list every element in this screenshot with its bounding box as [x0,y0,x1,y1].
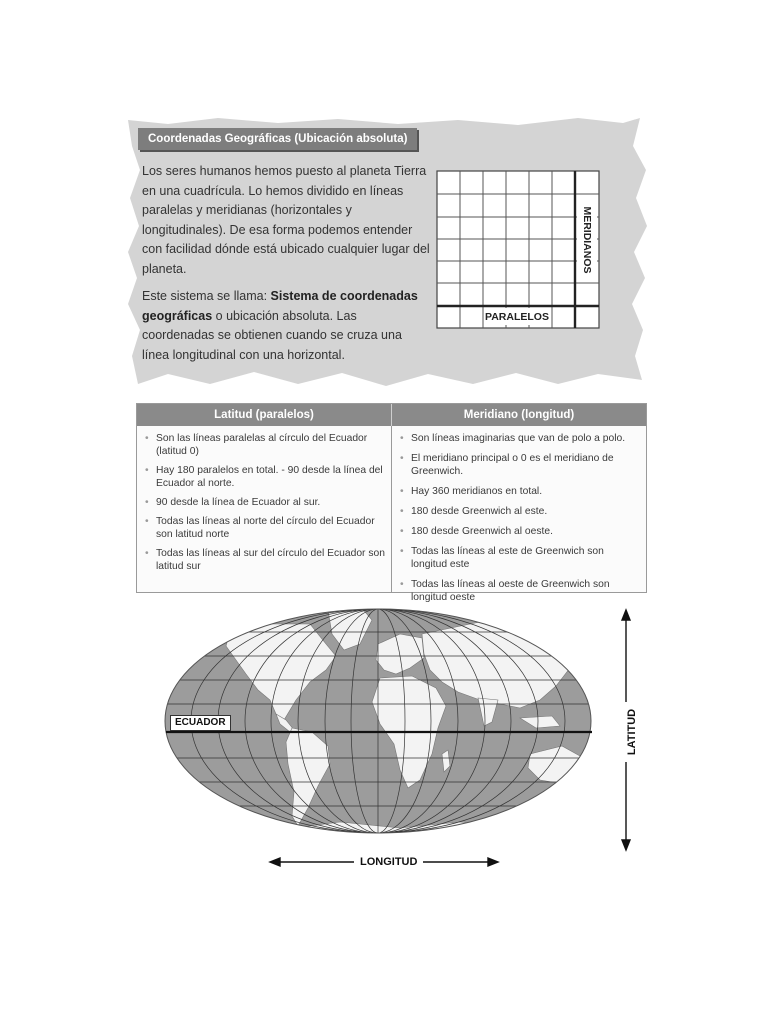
list-item: • Todas las líneas al este de Greenwich son longitud este [400,545,642,571]
longitud-label: LONGITUD [354,855,423,869]
list-item: • Todas las líneas al sur del círculo del Ecuador son latitud sur [145,547,387,573]
list-item: • Hay 360 meridianos en total. [400,485,642,498]
paralelos-label: PARALELOS [485,310,549,323]
list-item: • Hay 180 paralelos en total. - 90 desde la línea del Ecuador al norte. [145,464,387,490]
list-item: • 180 desde Greenwich al este. [400,505,642,518]
section-title: Coordenadas Geográficas (Ubicación absoluta) [138,128,417,150]
meridiano-column [391,426,646,603]
intro-paragraph-1: Los seres humanos hemos puesto al planeta Tierra en una cuadrícula. Lo hemos dividido en líneas paralelas y meridianas (horizontales y longitudinales). De esa forma podemos entender con facilidad dónde está ubicado cualquier lugar del planeta. [142,164,430,276]
list-item: • El meridiano principal o 0 es el meridiano de Greenwich. [400,452,642,478]
intro-text [142,162,432,373]
coordinates-intro-box [128,118,648,388]
ecuador-label: ECUADOR [170,715,231,731]
highlight-term: Sistema de coordenadas geográficas [142,289,418,323]
list-item: • Son las líneas paralelas al círculo del Ecuador (latitud 0) [145,432,387,458]
header-latitud: Latitud (paralelos) [214,409,314,421]
list-item: • Todas las líneas al oeste de Greenwich son longitud oeste [400,578,642,604]
header-meridiano: Meridiano (longitud) [391,404,646,426]
latitud-label: LATITUD [625,702,639,762]
meridianos-label: MERIDIANOS [581,206,594,274]
intro-paragraph-2: Este sistema se llama: Sistema de coordenadas geográficas o ubicación absoluta. Las coordenadas se obtienen cuando se cruza una línea longitudinal con una horizontal. [142,289,418,362]
table-body [137,426,646,603]
list-item: • Son líneas imaginarias que van de polo a polo. [400,432,642,445]
world-map-figure [160,604,640,874]
world-map [160,604,640,874]
grid-figure [436,170,602,330]
list-item: • 90 desde la línea de Ecuador al sur. [145,496,387,509]
list-item: • 180 desde Greenwich al oeste. [400,525,642,538]
table-header [137,404,646,426]
latitude-longitude-table [136,403,647,603]
latitud-column [137,426,391,592]
list-item: • Todas las líneas al norte del círculo del Ecuador son latitud norte [145,515,387,541]
